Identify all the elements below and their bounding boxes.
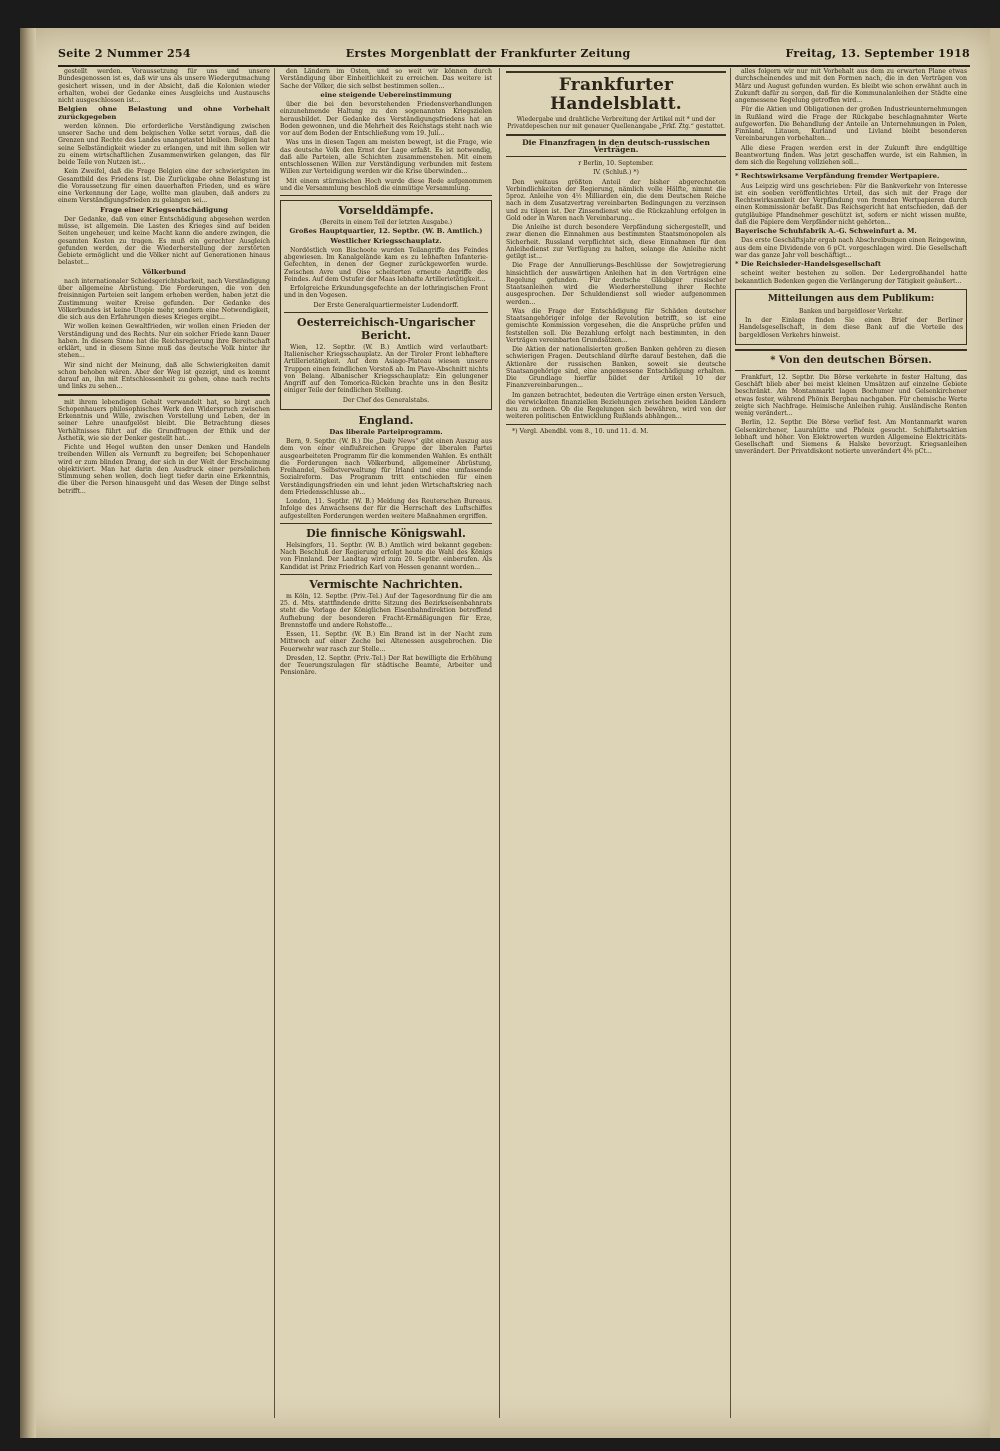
divider: [284, 312, 488, 313]
war-report-note: (Bereits in einem Teil der letzten Ausgabe.): [319, 219, 453, 226]
section-heading: Frage einer Kriegsentschädigung: [100, 205, 228, 214]
issue-date: Freitag, 13. September 1918: [785, 46, 970, 60]
divider: [735, 370, 967, 371]
paragraph: alles folgern wir nur mit Vorbehalt aus dem zu erwarten Plane etwas durchscheinendes und mit den Formen nach, die in den Verträgen von März und August gefunden wurden. Es bleibt wie schon erwähnt auch in Zukunft dafür zu sorgen, daß für die Kommunalanleihen der Städte eine angemessene Regelung getroffen wird...: [735, 68, 967, 104]
boersen-title: * Von den deutschen Börsen.: [770, 354, 932, 366]
section-heading: eine steigende Uebereinstimmung: [320, 90, 452, 99]
page-number: Seite 2 Nummer 254: [58, 46, 191, 60]
paragraph: gestellt werden. Voraussetzung für uns und unsere Bundesgenossen ist es, daß wir uns als unsere Wiedergutmachung gesichert wissen, und in der Absicht, daß die Kolonien wieder erhalten, wobei der Gedanke eines Ausgleichs und Austauschs nicht ausgeschlossen ist...: [58, 68, 270, 104]
paragraph: Die Frage der Annullierungs-Beschlüsse der Sowjetregierung hinsichtlich der auswärtigen Anleihen hat in den Verträgen eine Regelung gefunden. Für deutsche Gläubiger russischer Staatsanleihen wird die Wiederherstellung ihrer Rechte ausgesprochen. Der Schuldendienst soll wieder aufgenommen werden...: [506, 262, 726, 306]
divider: [735, 349, 967, 351]
war-report-front: Westlicher Kriegsschauplatz.: [330, 236, 442, 245]
column-politics: [58, 68, 270, 1418]
paragraph: den Ländern im Osten, und so weit wir können durch Verständigung über Einheitlichkeit zu erreichen. Das weitere ist Sache der Völker, die sich selbst bestimmen sollen...: [280, 68, 492, 90]
divider: [506, 134, 726, 136]
publikum-subtitle: Banken und bargeldloser Verkehr.: [798, 307, 904, 315]
article-part: IV. (Schluß.) *): [593, 169, 639, 177]
paragraph: Aus Leipzig wird uns geschrieben: Für die Bankverkehr von Interesse ist ein soeben veröffentlichtes Urteil, das sich mit der Frage der Rechtswirksamkeit der Verpfändung von fremden Wertpapieren durch einen Kommissionär befaßt. Das Reichsgericht hat entschieden, daß der gutgläubige Pfandnehmer geschützt ist, sofern er nicht wissen mußte, daß die Papiere dem Verpfänder nicht gehörten...: [735, 182, 967, 226]
paragraph: nach internationaler Schiedsgerichtsbarkeit, nach Verständigung über allgemeine Abrüstung. Die Forderungen, die von den freisinnigen Parteien seit langem erhoben werden, haben jetzt die Zustimmung weiter Kreise gefunden. Der Gedanke des Völkerbundes ist keine Utopie mehr, sondern eine Notwendigkeit, die sich aus den Erfahrungen dieses Krieges ergibt...: [58, 277, 270, 321]
paragraph: Im ganzen betrachtet, bedeuten die Verträge einen ersten Versuch, die verwickelten finanziellen Beziehungen zwischen beiden Ländern neu zu ordnen. Ob die Regelungen sich bewähren, wird von der weiteren politischen Entwicklung Rußlands abhängen...: [506, 391, 726, 421]
finnish-title: Die finnische Königswahl.: [306, 526, 466, 540]
paragraph: Nordöstlich von Bischoote wurden Teilangriffe des Feindes abgewiesen. Im Kanalgelände kam es zu lebhaften Infanterie-Gefechten, in denen der Gegner zurückgeworfen wurde. Zwischen Avre und Oise scheiterten erneute Angriffe des Feindes. Auf dem Ostufer der Maas lebhafte Artillerietätigkeit...: [284, 246, 488, 283]
england-subtitle: Das liberale Parteiprogramm.: [329, 427, 443, 436]
paragraph: Mit einem stürmischen Hoch wurde diese Rede aufgenommen und die Versammlung beschloß die einmütige Versammlung.: [280, 177, 492, 192]
article-heading: Die Finanzfragen in den deutsch-russischen Verträgen.: [522, 137, 710, 154]
publikum-box: [735, 289, 967, 345]
war-report-source: Großes Hauptquartier, 12. Septbr. (W. B. Amtlich.): [289, 227, 483, 236]
section-heading: Bayerische Schuhfabrik A.-G. Schweinfurt a. M.: [735, 227, 917, 235]
divider: [506, 424, 726, 425]
article-dateline: r Berlin, 10. September.: [578, 160, 654, 167]
war-report-box: [280, 200, 492, 410]
england-title: England.: [358, 413, 414, 427]
paragraph: Berlin, 12. Septbr. Die Börse verlief fest. Am Montanmarkt waren Gelsenkirchener, Laurahütte und Phönix gesucht. Schiffahrtsaktien lebhaft und höher. Von Elektrowerten wurden Allgemeine Elektricitäts-Gesellschaft und Siemens & Halske bevorzugt. Kriegsanleihen unverändert. Der Privatdiskont notierte unverändert 4⅝ pCt...: [735, 419, 967, 456]
paragraph: über die bei den bevorstehenden Friedensverhandlungen einzunehmende Haltung zu den sogenannten Kriegszielen herausbildet. Der Gedanke des Verständigungsfriedens hat an Boden gewonnen, und die Mehrheit des Reichstags steht nach wie vor auf dem Boden der Entschließung vom 19. Juli...: [280, 101, 492, 137]
paragraph: Erfolgreiche Erkundungsgefechte an der lothringischen Front und in den Vogesen.: [284, 285, 488, 300]
column-rule: [730, 68, 731, 1418]
paragraph: Die Aktien der nationalisierten großen Banken gehören zu diesen schwierigen Fragen. Deutschland dürfte darauf bestehen, daß die Aktionäre der russischen Banken, soweit sie deutsche Staatsangehörige sind, eine angemessene Entschädigung erhalten. Die Grundlage hierfür bildet der Artikel 10 der Finanzvereinbarungen...: [506, 346, 726, 390]
paragraph: Alle diese Fragen werden erst in der Zukunft ihre endgültige Beantwortung finden. Was jetzt geschaffen wurde, ist ein Rahmen, in dem sich die Regelung vollziehen soll...: [735, 144, 967, 166]
page-edge: [990, 28, 1000, 1438]
page-binding: [20, 28, 36, 1438]
paragraph: Wien, 12. Septbr. (W. B.) Amtlich wird verlautbart: Italienischer Kriegsschauplatz. An der Tiroler Front lebhaftere Artillerietätigkeit. Auf dem Asiago-Plateau wiesen unsere Truppen einen feindlichen Vorstoß ab. Im Piave-Abschnitt nichts von Belang. Albanischer Kriegsschauplatz: Ein gelungener Angriff auf den Tomorica-Rücken brachte uns in den Besitz einiger Teile der feindlichen Stellung.: [284, 343, 488, 395]
paragraph: Bern, 9. Septbr. (W. B.) Die „Daily News“ gibt einen Auszug aus dem von einer einflußreichen Gruppe der liberalen Partei ausgearbeiteten Programm für die kommenden Wahlen. Es enthält die Forderungen nach Völkerbund, allgemeiner Abrüstung, Freihandel, Selbstverwaltung für Irland und eine umfassende Sozialreform. Das Programm tritt entschieden für einen Verständigungsfrieden ein und lehnt jeden Wirtschaftskrieg nach dem Friedensschlusse ab...: [280, 438, 492, 496]
section-heading: Völkerbund: [142, 267, 186, 276]
paragraph: m Köln, 12. Septbr. (Priv.-Tel.) Auf der Tagesordnung für die am 25. d. Mts. stattfindende dritte Sitzung des Bezirkseisenbahnrats steht die Vorlage der Königlichen Eisenbahndirektion betreffend Aufhebung der besonderen Fracht-Ermäßigungen für Erze, Brennstoffe und andere Rohstoffe...: [280, 592, 492, 629]
paragraph: Wir wollen keinen Gewaltfrieden, wir wollen einen Frieden der Verständigung und des Rechts. Nur ein solcher Friede kann Dauer haben. In diesem Sinne hat die Reichsregierung ihre Bereitschaft erklärt, und in diesem Sinne muß das deutsche Volk hinter ihr stehen...: [58, 323, 270, 360]
paragraph: Kein Zweifel, daß die Frage Belgien eine der schwierigsten im Gesamtbild des Friedens ist. Die Zurückgabe ohne Belastung ist die Voraussetzung für einen dauerhaften Frieden, und es wäre eine Verkennung der Lage, wollte man glauben, daß anders zu einem Verständigungsfrieden zu gelangen sei...: [58, 168, 270, 205]
section-divider: [58, 394, 270, 396]
handelsblatt-title: Frankfurter Handelsblatt.: [550, 75, 682, 114]
publikum-title: Mitteilungen aus dem Publikum:: [767, 293, 935, 304]
section-heading: * Rechtswirksame Verpfändung fremder Wertpapiere.: [735, 172, 940, 181]
section-heading: Belgien ohne Belastung und ohne Vorbehalt zurückgegeben: [58, 105, 270, 121]
column-business: [735, 68, 967, 1418]
paragraph: Frankfurt, 12. Septbr. Die Börse verkehrte in fester Haltung, das Geschäft blieb aber bei meist kleinen Umsätzen auf einzelne Gebiete beschränkt. Am Montanmarkt lagen Bochumer und Gelsenkirchener etwas fester, während Phönix Bergbau nachgaben. Für chemische Werte zeigte sich Nachfrage. Heimische Anleihen ruhig. Ausländische Renten wenig verändert...: [735, 373, 967, 417]
paragraph: Was die Frage der Entschädigung für Schäden deutscher Staatsangehöriger infolge der Revolution betrifft, so ist eine gemischte Kommission vorgesehen, die die Ansprüche prüfen und feststellen soll. Die Bezahlung erfolgt nach bestimmten, in den Verträgen vereinbarten Grundsätzen...: [506, 307, 726, 344]
war-report-title: Vorselddämpfe.: [338, 204, 434, 217]
paragraph: Wir sind nicht der Meinung, daß alle Schwierigkeiten damit schon behoben wären. Aber der Weg ist gezeigt, und es kommt darauf an, ihn mit Entschlossenheit zu gehen, ohne nach rechts und links zu sehen...: [58, 361, 270, 391]
running-head: [58, 44, 970, 67]
paragraph: Helsingfors, 11. Septbr. (W. B.) Amtlich wird bekannt gegeben: Nach Beschluß der Regierung erfolgt heute die Wahl des Königs von Finnland. Der Landtag wird zum 20. Septbr. einberufen. Als Kandidat ist Prinz Friedrich Karl von Hessen genannt worden...: [280, 541, 492, 571]
column-handelsblatt: [506, 68, 726, 1418]
column-news: [280, 68, 492, 1418]
feuilleton-paragraph: mit ihrem lebendigen Gehalt verwandelt hat, so birgt auch Schopenhauers philosophisches Werk den Widerspruch zwischen Erkenntnis und Wille, zwischen Vorstellung und Leben, der in seiner Lehre unaufgelöst bleibt. Die Betrachtung dieses Verhältnisses führt auf die Grundfragen der Ethik und der Ästhetik, wie sie der Denker gestellt hat...: [58, 398, 270, 442]
divider: [506, 71, 726, 73]
paragraph: Das erste Geschäftsjahr ergab nach Abschreibungen einen Reingewinn, aus dem eine Dividende von 6 pCt. vorgeschlagen wird. Die Gesellschaft war das ganze Jahr voll beschäftigt...: [735, 237, 967, 259]
divider: [280, 195, 492, 196]
divider: [280, 574, 492, 575]
signature: Der Chef des Generalstabs.: [342, 396, 430, 404]
footnote: *) Vergl. Abendbl. vom 8., 10. und 11. d. M.: [512, 427, 649, 435]
divider: [280, 523, 492, 524]
section-heading: * Die Reichsleder-Handelsgesellschaft: [735, 260, 881, 268]
feuilleton-paragraph: Fichte und Hegel wußten den unser Denken und Handeln treibenden Willen als Vernunft zu begreifen; bei Schopenhauer wird er zum blinden Drang, der sich in der Welt der Erscheinung objektiviert. Man hat darin den Ausdruck einer persönlichen Stimmung sehen wollen, doch liegt tiefer darin eine Erkenntnis, die über die Person hinausgeht und das Wesen der Dinge selbst betrifft...: [58, 444, 270, 495]
newspaper-title: Erstes Morgenblatt der Frankfurter Zeitung: [345, 46, 631, 60]
paragraph: Was uns in diesen Tagen am meisten bewegt, ist die Frage, wie das deutsche Volk den Ernst der Lage erfaßt. Es ist notwendig, daß alle Parteien, alle Schichten zusammenstehen. Mit einem entschlossenen Willen zur Verständigung verbunden mit festem Willen zur Verteidigung werden wir die Krise überwinden...: [280, 139, 492, 176]
paragraph: Die Anleihe ist durch besondere Verpfändung sichergestellt, und zwar dienen die Einnahmen aus bestimmten Staatsmonopolen als Sicherheit. Russland verpflichtet sich, diese Einnahmen für den Anleihedienst zur Verfügung zu halten, solange die Anleihe nicht getilgt ist...: [506, 224, 726, 260]
paragraph: scheint weiter bestehen zu sollen. Der Ledergroßhandel hatte bekanntlich Bedenken gegen die Verlängerung der Tätigkeit geäußert...: [735, 270, 967, 285]
paragraph: London, 11. Septbr. (W. B.) Meldung des Reuterschen Bureaus. Infolge des Anwachsens der für die Herrschaft des Luftschiffes aufgestellten Forderungen werden weitere Maßnahmen ergriffen.: [280, 498, 492, 520]
misc-news-title: Vermischte Nachrichten.: [309, 577, 463, 591]
paragraph: Der Gedanke, daß von einer Entschädigung abgesehen werden müsse, ist allgemein. Die Lasten des Krieges sind auf beiden Seiten ungeheuer, und keine Macht kann die andere zwingen, die gesamten Kosten zu tragen. Es muß ein gerechter Ausgleich gefunden werden, der die Wiederherstellung der zerstörten Gebiete ermöglicht und die Völker nicht auf Generationen hinaus belastet...: [58, 215, 270, 267]
paragraph: Essen, 11. Septbr. (W. B.) Ein Brand ist in der Nacht zum Mittwoch auf einer Zeche bei Altenessen ausgebrochen. Die Feuerwehr war rasch zur Stelle...: [280, 631, 492, 653]
paragraph: Den weitaus größten Anteil der bisher abgerechneten Verbindlichkeiten der Regierung, nämlich volle Hälfte, nimmt die 5proz. Anleihe von 4½ Milliarden ein, die dem Deutschen Reiche nach in dem Zusatzvertrag vereinbarten Bedingungen zu verzinsen und zu tilgen ist. Der Zinsendienst wie die Rückzahlung erfolgen in Gold oder in Waren nach Vereinbarung...: [506, 178, 726, 222]
paragraph: werden können. Die erforderliche Verständigung zwischen unserer Sache und dem belgischen Volke setzt voraus, daß die Grenzen und Rechte des Landes unangetastet bleiben. Belgien hat seine Selbständigkeit wieder zu erlangen, und mit ihm sollen wir zu einem wirtschaftlichen Zusammenwirken gelangen, das für beide Teile von Nutzen ist...: [58, 122, 270, 166]
column-rule: [499, 68, 500, 1418]
paragraph: Für die Aktien und Obligationen der großen Industrieunternehmungen in Rußland wird die Frage der Rückgabe beschlagnahmter Werte aufgeworfen. Die Behandlung der Anteile an Unternehmungen in Polen, Finnland, Litauen, Kurland und Livland bleibt besonderen Vereinbarungen vorbehalten...: [735, 106, 967, 143]
paragraph: Dresden, 12. Septbr. (Priv.-Tel.) Der Rat bewilligte die Erhöhung der Teuerungszulagen für städtische Beamte, Arbeiter und Pensionäre.: [280, 654, 492, 677]
divider: [735, 169, 967, 170]
column-rule: [274, 68, 275, 1418]
signature: Der Erste Generalquartiermeister Ludendorff.: [313, 301, 459, 309]
paragraph: In der Einlage finden Sie einen Brief der Berliner Handelsgesellschaft, in dem diese Bank auf die Vorteile des bargeldlosen Verkehrs hinweist.: [739, 317, 963, 339]
handelsblatt-notice: Wiedergabe und drahtliche Verbreitung der Artikel mit * und der Privatdepeschen nur mit genauer Quellenangabe „Frkf. Ztg.“ gestattet.: [507, 116, 725, 131]
austrian-report-title: Oesterreichisch-Ungarischer Bericht.: [296, 315, 475, 342]
divider: [506, 156, 726, 157]
